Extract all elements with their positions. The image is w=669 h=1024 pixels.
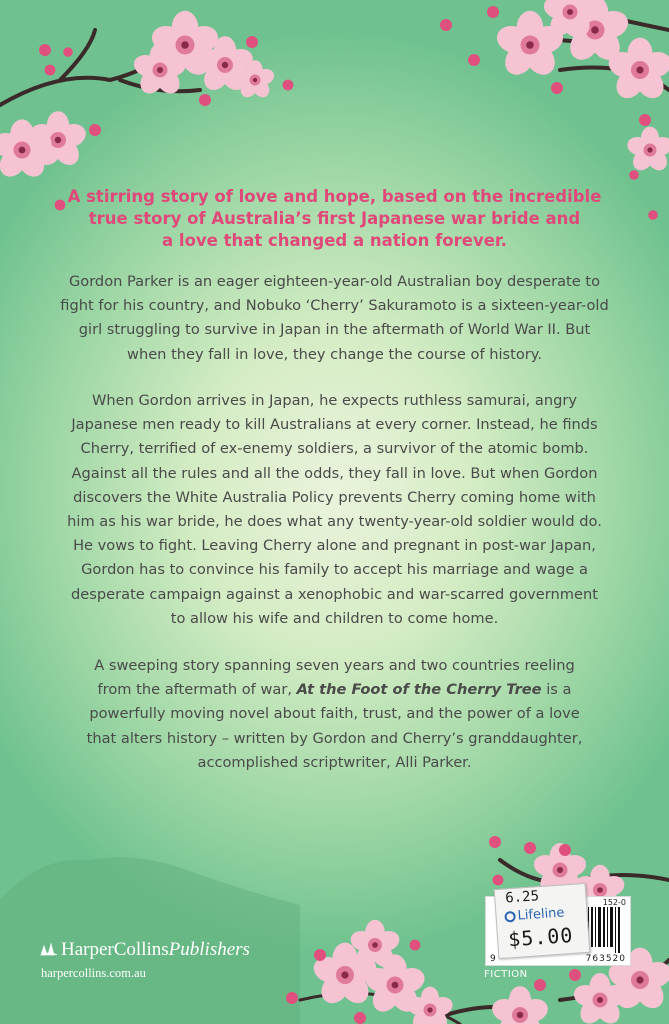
- tagline-line: A stirring story of love and hope, based on the incredible: [67, 187, 602, 206]
- blurb-line: accomplished scriptwriter, Alli Parker.: [197, 753, 472, 771]
- blurb-line: desperate campaign against a xenophobic and war-scarred government: [71, 585, 598, 603]
- blurb-line: Against all the rules and all the odds, they fall in love. But when Gordon: [71, 464, 598, 482]
- blurb-text: from the aftermath of war,: [97, 681, 297, 699]
- blurb-line: discovers the White Australia Policy prevents Cherry coming home with: [73, 488, 596, 506]
- blurb-line: He vows to fight. Leaving Cherry alone and pregnant in post-war Japan,: [73, 537, 596, 555]
- blurb-text: is a: [541, 681, 572, 699]
- book-title: At the Foot of the Cherry Tree: [296, 681, 542, 699]
- lifeline-logo-icon: [504, 911, 516, 923]
- blurb-paragraph-1: [30, 270, 639, 367]
- publisher-website: harpercollins.com.au: [41, 966, 146, 980]
- barcode-digit-left: 9: [490, 954, 497, 964]
- publisher-logo: [40, 939, 250, 961]
- tagline: [40, 186, 629, 252]
- blurb-line: Japanese men ready to kill Australians at every corner. Instead, he finds: [71, 416, 598, 434]
- blurb-line: girl struggling to survive in Japan in the aftermath of World War II. But: [78, 321, 591, 339]
- lifeline-brand: [504, 905, 565, 924]
- blurb-line: him as his war bride, he does what any twenty-year-old soldier would do.: [67, 513, 602, 531]
- price-sticker: [494, 883, 591, 959]
- isbn-text: 152-0: [602, 898, 626, 907]
- handwritten-price: 6.25: [504, 888, 540, 907]
- blurb-line: When Gordon arrives in Japan, he expects ruthless samurai, angry: [91, 392, 578, 409]
- blurb-line: to allow his wife and children to come home.: [170, 609, 499, 627]
- publisher-fire-water-icon: [40, 940, 58, 953]
- blurb-line: Cherry, terrified of ex-enemy soldiers, a survivor of the atomic bomb.: [80, 440, 589, 458]
- tagline-line: a love that changed a nation forever.: [162, 231, 507, 250]
- blurb-line: powerfully moving novel about faith, trust, and the power of a love: [89, 705, 580, 723]
- blurb-paragraph-2: [30, 389, 639, 631]
- blurb-line: that alters history – written by Gordon and Cherry’s granddaughter,: [86, 729, 583, 747]
- blurb-line: Gordon has to convince his family to accept his marriage and wage a: [81, 561, 588, 579]
- publisher-name-italic: Publishers: [168, 939, 250, 960]
- barcode-digits-right: 763520: [585, 954, 626, 964]
- publisher-name: HarperCollins: [61, 939, 169, 960]
- blurb-line: A sweeping story spanning seven years and two countries reeling: [94, 657, 575, 674]
- blurb-paragraph-3: [30, 654, 639, 775]
- lifeline-brand-name: Lifeline: [517, 905, 565, 924]
- blurb-line: fight for his country, and Nobuko ‘Cherry’ Sakuramoto is a sixteen-year-old: [60, 297, 609, 315]
- stamped-price: $5.00: [507, 922, 575, 952]
- blurb-line: [30, 678, 639, 702]
- genre-category: FICTION: [484, 969, 528, 980]
- blurb-line: when they fall in love, they change the course of history.: [127, 345, 542, 363]
- tagline-line: true story of Australia’s first Japanese war bride and: [88, 209, 581, 228]
- blurb-line: Gordon Parker is an eager eighteen-year-old Australian boy desperate to: [68, 273, 601, 290]
